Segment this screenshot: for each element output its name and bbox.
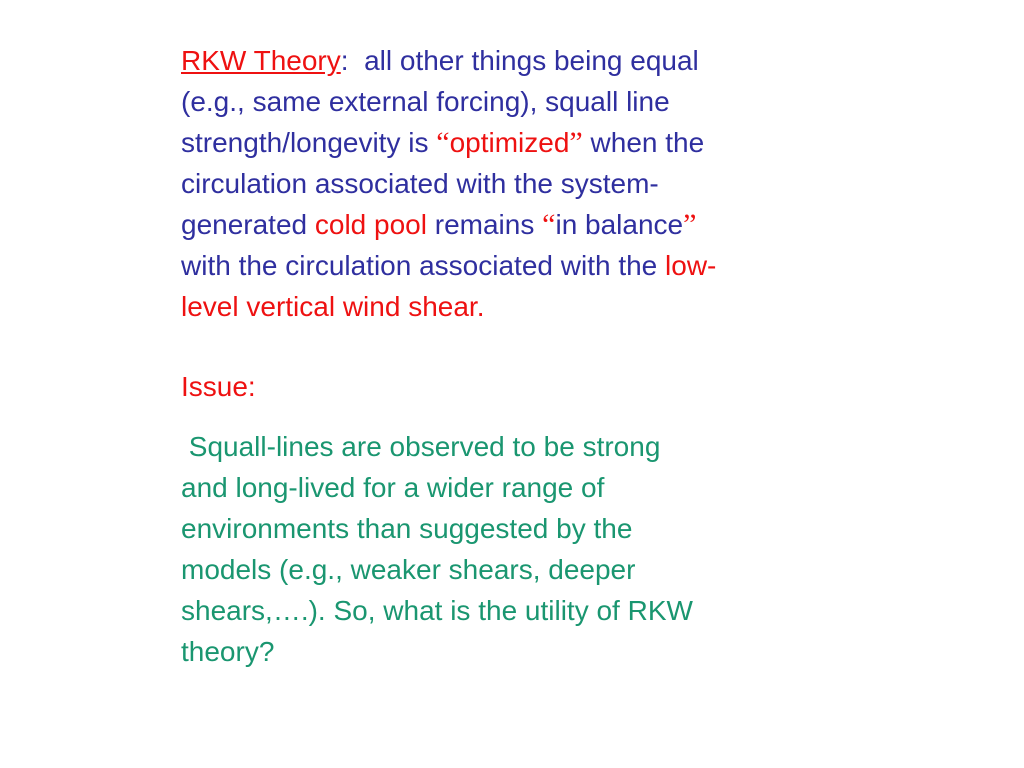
issue-line: environments than suggested by the xyxy=(181,513,633,544)
rkw-line-5a: generated xyxy=(181,209,315,240)
rkw-title-colon: : xyxy=(340,45,349,76)
cold-pool-term: cold pool xyxy=(314,209,427,240)
close-quote-2: ” xyxy=(683,208,697,241)
in-balance-term: in balance xyxy=(555,209,684,240)
issue-line: Squall-lines are observed to be strong xyxy=(181,431,661,462)
rkw-theory-title: RKW Theory xyxy=(181,45,341,76)
rkw-line-4: circulation associated with the system- xyxy=(181,168,659,199)
optimized-term: optimized xyxy=(449,127,570,158)
rkw-line-3b: when the xyxy=(582,127,705,158)
low-term: low- xyxy=(665,250,717,281)
rkw-line-3a: strength/longevity is xyxy=(181,127,437,158)
close-quote: ” xyxy=(569,126,583,159)
issue-line: and long-lived for a wider range of xyxy=(181,472,605,503)
issue-line: theory? xyxy=(181,636,275,667)
issue-paragraph xyxy=(181,426,693,672)
issue-line: shears,….). So, what is the utility of RKW xyxy=(181,595,693,626)
rkw-line-5b: remains xyxy=(426,209,543,240)
open-quote-2: “ xyxy=(542,208,556,241)
issue-heading: Issue: xyxy=(181,371,256,402)
open-quote: “ xyxy=(436,126,450,159)
rkw-line-2: (e.g., same external forcing), squall line xyxy=(181,86,670,117)
rkw-theory-paragraph xyxy=(181,40,716,327)
rkw-line-7: level vertical wind shear. xyxy=(181,291,485,322)
rkw-line-1: all other things being equal xyxy=(348,45,699,76)
issue-line: models (e.g., weaker shears, deeper xyxy=(181,554,636,585)
rkw-line-6a: with the circulation associated with the xyxy=(181,250,666,281)
